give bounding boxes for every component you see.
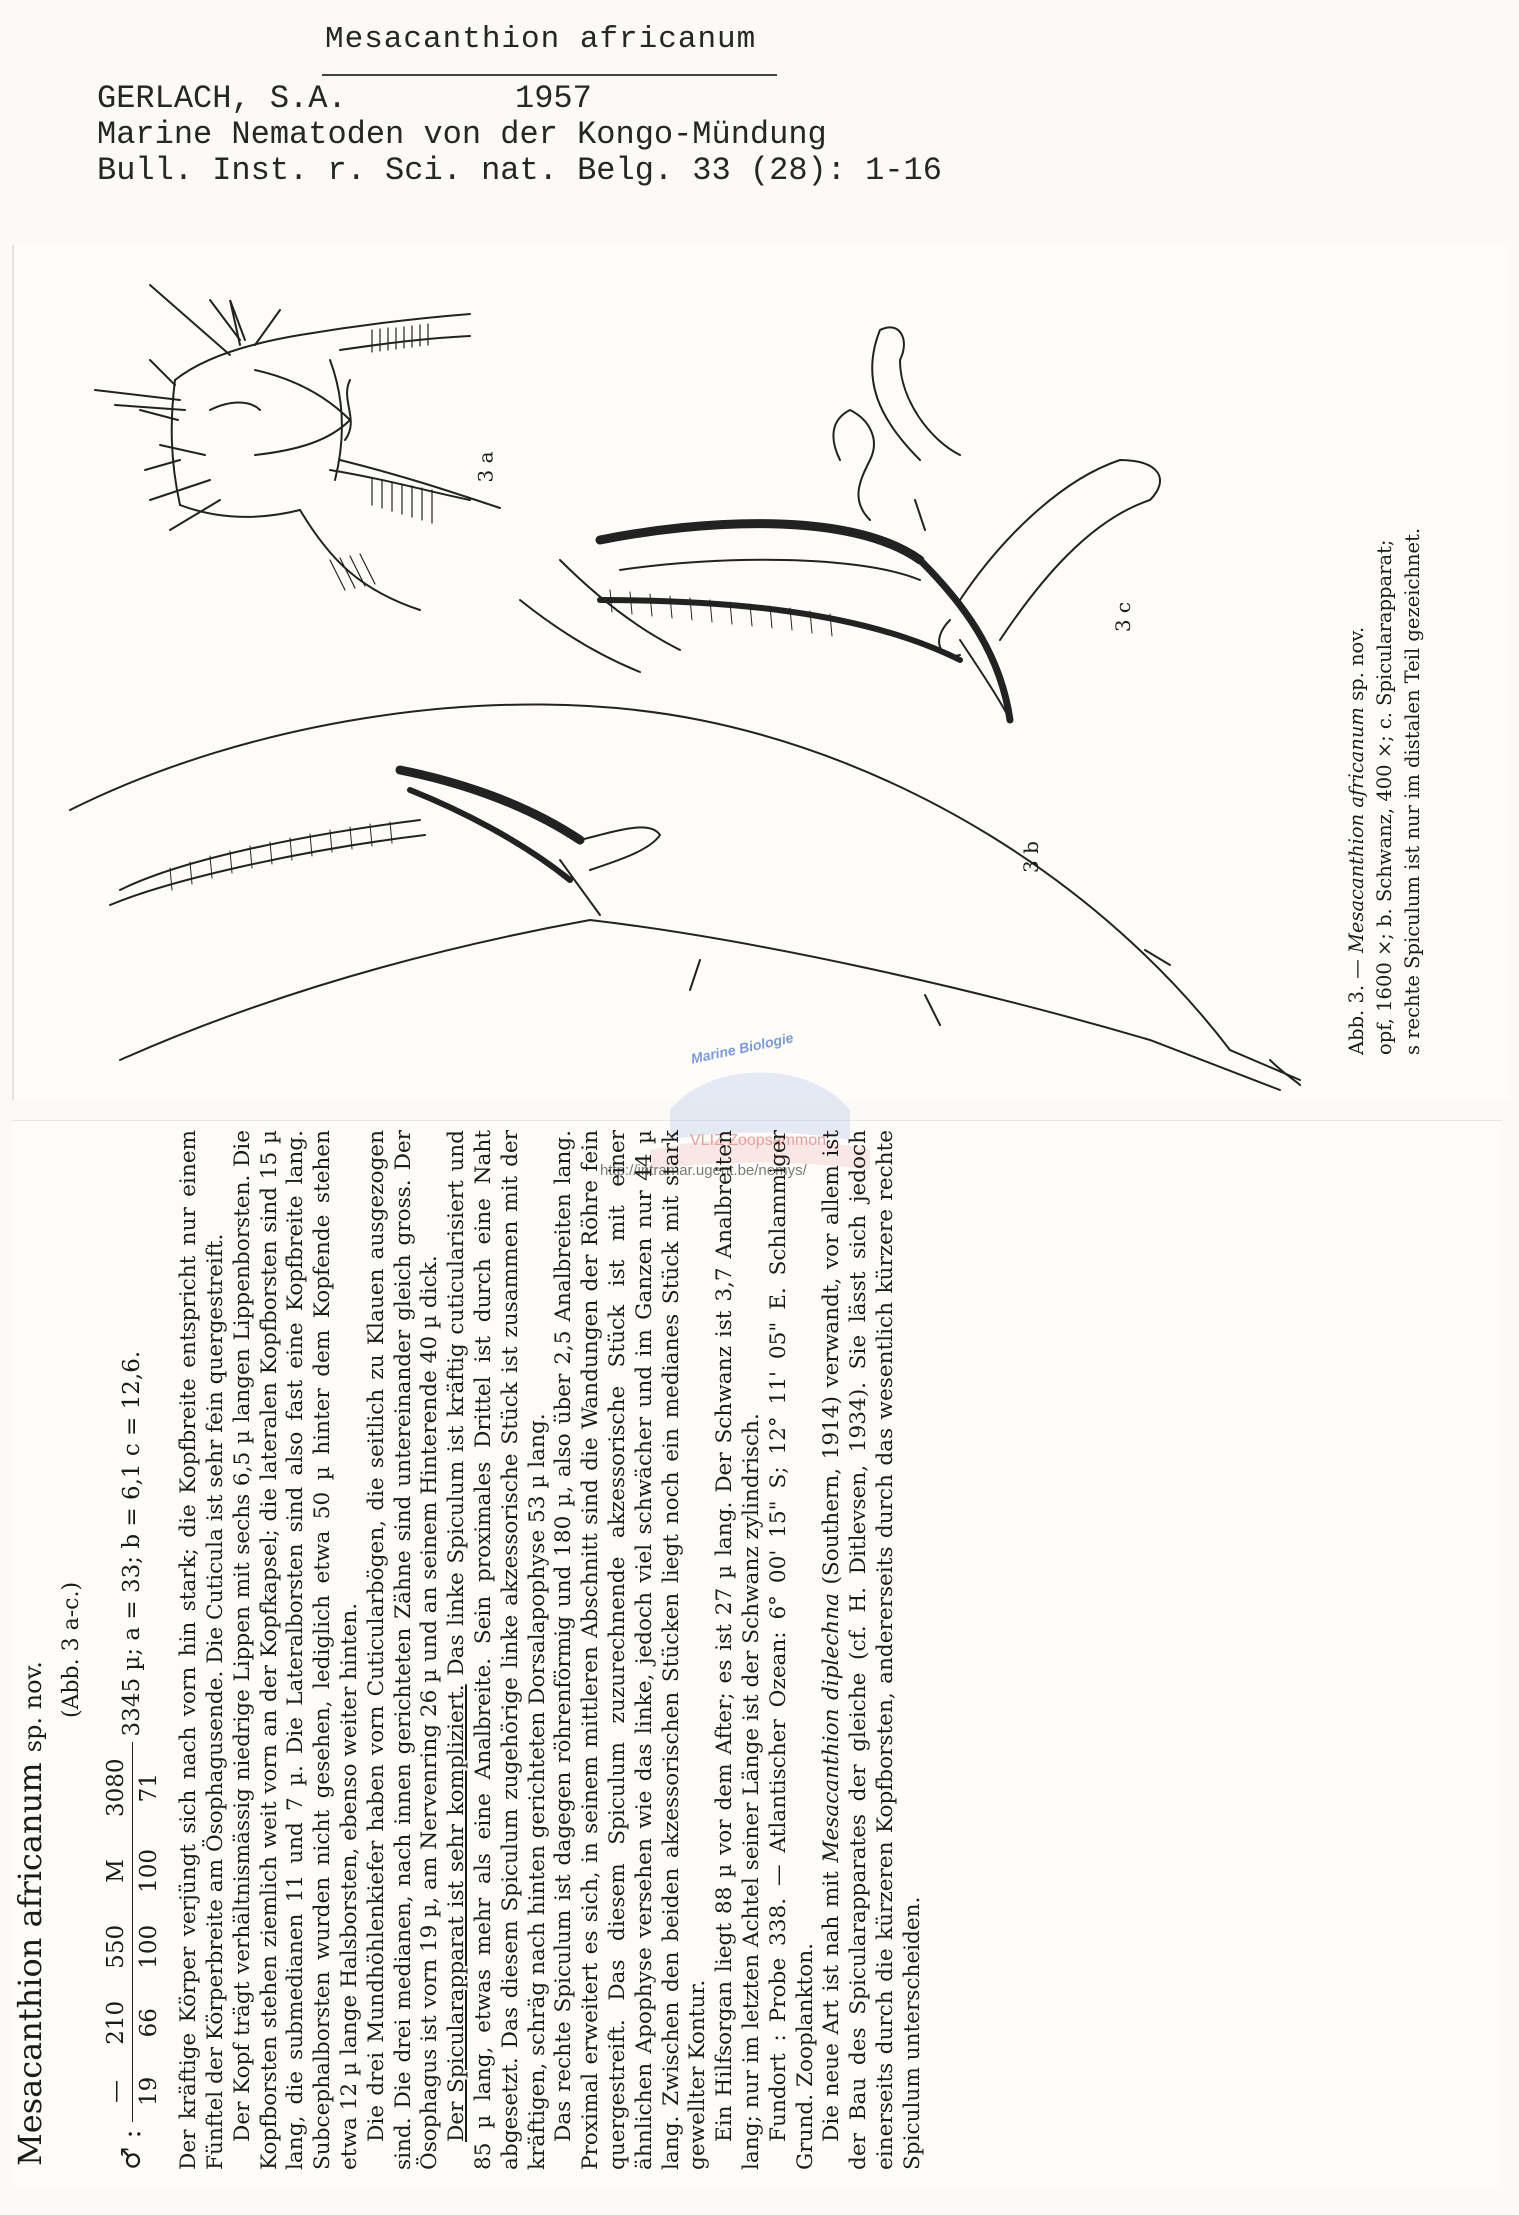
caption-line-3: s rechte Spiculum ist nur im distalen Teil gezeichnet. (1401, 527, 1424, 1055)
paragraph-body: Der kräftige Körper verjüngt sich nach vorn hin stark; die Kopfbreite entspricht nur einem Fünftel der Körperbreite am Ösophagusende. Die Cuticula ist sehr fein quergestreift. (176, 1130, 228, 2170)
discussion-b: (Southern, 1914) verwandt, vor allem ist der Bau des Spicularapparates der gleiche (cf. H. Ditlevsen, 1934). Sie lässt sich jedoch einerseits durch die kürzeren Kopfborsten, andererseits durch das wesentlich kürzere rechte Spiculum unterscheiden. (819, 1130, 925, 2170)
caption-species: Mesacanthion africanum (1345, 707, 1368, 954)
formula-table (100, 1742, 167, 2122)
reference-author: GERLACH, S.A. (97, 80, 347, 117)
formula-top-cell: 210 (100, 1985, 133, 2061)
watermark-brand: Marine Biologie (689, 1029, 795, 1067)
spicular-underlined: Der Spicularapparat ist sehr kompliziert. (444, 1684, 470, 2142)
figure-label-3c: 3 c (1111, 601, 1136, 633)
paragraph-head: Der Kopf trägt verhältnismässig niedrige Lippen mit sechs 6,5 µ langen Lippenborsten. Die Kopfborsten stehen ziemlich weit vorn an der Kopfkapsel; die lateralen Kopfborsten sind 15 µ lang, die submedianen 11 und 7 µ. Die Lateralborsten sind also fast eine Kopfbreite lang. Subcephalborsten wurden nicht gesehen, lediglich etwa 50 µ hinter dem Kopfende stehen etwa 12 µ lange Halsborsten, ebenso weiter hinten. (229, 1130, 362, 2170)
formula-top-cell: — (100, 2061, 133, 2122)
formula-bottom-cell: 71 (136, 1773, 163, 1803)
paragraph-discussion (819, 1130, 926, 2170)
male-symbol: ♂ : (117, 2129, 148, 2170)
paragraph-spicular (444, 1130, 551, 2170)
discussion-species: Mesacanthion diplechna (819, 1593, 845, 1863)
measurement-formula (100, 1130, 167, 2170)
formula-result: 3345 µ; a = 33; b = 6,1 c = 12,6. (119, 1350, 146, 1737)
paragraph-right-spicule: Das rechte Spiculum ist dagegen röhrenförmig und 180 µ, also über 2,5 Analbreiten lang. Proximal erweitert es sich, in seinem mittleren Abschnitt sind die Wandungen der Röhre fein quergestreift. Das diesem Spiculum zuzurechnende akzessorische Stück ist mit einer ähnlichen Apophyse versehen wie das linke, jedoch viel schwächer und im Ganzen nur 44 µ lang. Zwischen den beiden akzessorischen Stücken liegt noch ein medianes Stück mit stark gewellter Kontur. (551, 1130, 711, 2170)
watermark-url: http://intramar.ugent.be/nemys/ (600, 1162, 807, 1179)
paragraph-locality: Fundort : Probe 338. — Atlantischer Ozean: 6° 00' 15" S; 12° 11' 05" E. Schlammiger Grund. Zooplankton. (765, 1130, 818, 2170)
caption-line-1 (1343, 275, 1371, 1055)
spicular-rest: Das linke Spiculum ist kräftig cuticularisiert und 85 µ lang, etwas mehr als eine Analbreite. Sein proximales Drittel ist durch eine Naht abgesetzt. Das diesem Spiculum zugehörige linke akzessorische Stück ist zusammen mit der kräftigen, schräg nach hinten gerichteten Dorsalapophyse 53 µ lang. (444, 1130, 550, 2170)
watermark-brand-secondary: VLIZ Zoopsammon (690, 1132, 827, 1149)
reference-journal: Bull. Inst. r. Sci. nat. Belg. 33 (28): 1-16 (97, 152, 942, 189)
discussion-a: Die neue Art ist nah mit (819, 1871, 845, 2142)
paragraph-mouth: Die drei Mundhöhlenkiefer haben vorn Cuticularbögen, die seitlich zu Klauen ausgezogen sind. Die drei medianen, nach innen gerichteten Zähne sind untereinander gleich gross. Der Ösophagus ist vorn 19 µ, am Nervenring 26 µ und an seinem Hinterende 40 µ dick. (363, 1130, 443, 2170)
article-body (11, 1130, 927, 2170)
caption-line-2: opf, 1600 ×; b. Schwanz, 400 ×; c. Spicularapparat; (1373, 539, 1396, 1055)
caption-suffix: sp. nov. (1345, 626, 1368, 701)
reference-title: Marine Nematoden von der Kongo-Mündung (97, 116, 827, 153)
formula-top-cell: 550 (100, 1909, 133, 1985)
figure-3a-hatching (330, 324, 432, 590)
formula-bottom-cell: 66 (136, 2008, 163, 2038)
figure-3b-hatching (170, 822, 392, 890)
figure-label-3b: 3 b (1018, 841, 1043, 873)
article-title-suffix: sp. nov. (19, 1661, 47, 1753)
figure-label-3a: 3 a (473, 451, 498, 483)
card-species-title: Mesacanthion africanum (325, 22, 757, 57)
article-title-species: Mesacanthion africanum (11, 1762, 49, 2166)
caption-prefix: Abb. 3. — (1345, 959, 1368, 1055)
article-title (11, 1130, 49, 2166)
reference-year: 1957 (515, 80, 592, 117)
figure-3c-spicular-drawing (600, 327, 1160, 720)
formula-bottom-cell: 100 (136, 1924, 163, 1969)
formula-top-cell: M (100, 1833, 133, 1909)
formula-top-cell: 3080 (100, 1742, 133, 1833)
paragraph-tail: Ein Hilfsorgan liegt 88 µ vor dem After; es ist 27 µ lang. Der Schwanz ist 3,7 Analbreiten lang; nur im letzten Achtel seiner Länge ist der Schwanz zylindrisch. (712, 1130, 764, 2170)
figure-reference: (Abb. 3 a-c.) (58, 1581, 84, 1719)
formula-bottom-cell: 19 (136, 2076, 163, 2106)
formula-bottom-cell: 100 (136, 1849, 163, 1893)
figure-caption (1343, 275, 1427, 1055)
